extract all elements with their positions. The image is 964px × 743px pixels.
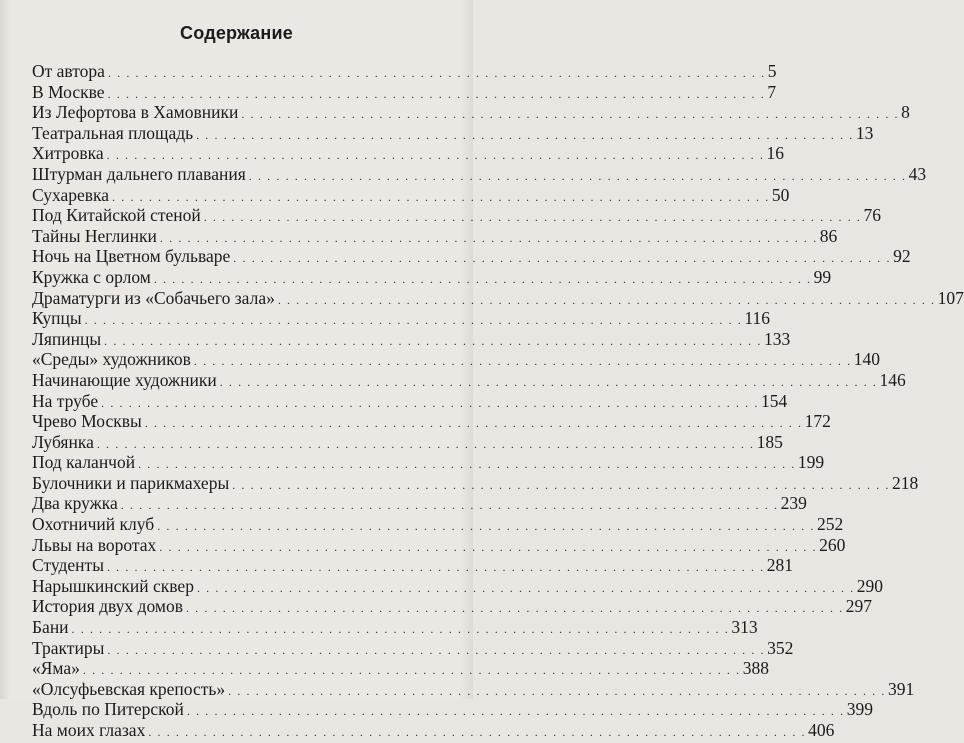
dot-leader: [232, 475, 890, 496]
toc-entry-page-number: 399: [846, 699, 873, 720]
toc-entry-page-number: 50: [771, 184, 790, 205]
dot-leader: [278, 290, 936, 311]
dot-leader: [249, 166, 907, 187]
toc-entry-page-number: 290: [856, 575, 884, 596]
toc-entry-title: Драматурги из «Собачьего зала»: [32, 287, 275, 308]
toc-entry: [32, 431, 783, 453]
dot-leader: [160, 228, 818, 249]
toc-entry: [32, 575, 884, 597]
toc-entry-page-number: 391: [887, 678, 915, 699]
toc-entry: [32, 390, 788, 412]
toc-entry-title: Купцы: [32, 308, 82, 329]
dot-leader: [154, 269, 812, 290]
toc-entry: [32, 349, 880, 370]
toc-entry-title: Тайны Неглинки: [32, 225, 157, 246]
toc-entry-title: На моих глазах: [32, 720, 146, 740]
dot-leader: [148, 722, 806, 743]
toc-entry-page-number: 7: [767, 81, 777, 102]
toc-entry: [32, 637, 794, 659]
toc-entry-title: «Олсуфьевская крепость»: [32, 678, 226, 699]
dot-leader: [159, 537, 817, 558]
toc-entry: [32, 720, 835, 741]
dot-leader: [107, 145, 765, 166]
dot-leader: [112, 187, 770, 208]
toc-entry: [32, 534, 846, 556]
toc-entry-page-number: 252: [817, 514, 844, 535]
toc-entry-page-number: 239: [780, 493, 807, 514]
toc-entry: [32, 596, 873, 617]
toc-entry: [32, 678, 915, 700]
dot-leader: [104, 331, 762, 352]
toc-entry-title: Ночь на Цветном бульваре: [32, 246, 231, 267]
toc-entry-page-number: 313: [731, 617, 758, 638]
toc-entry-title: Львы на воротах: [32, 534, 157, 555]
toc-entry-title: Под каланчой: [32, 452, 136, 473]
toc-entry-page-number: 297: [845, 596, 873, 617]
toc-entry-page-number: 86: [819, 225, 838, 246]
toc-entry-title: Вдоль по Питерской: [32, 699, 184, 720]
toc-entry-page-number: 281: [766, 555, 794, 576]
toc-entry-page-number: 140: [853, 349, 880, 370]
toc-entry: [32, 617, 758, 638]
dot-leader: [108, 63, 766, 84]
dot-leader: [186, 598, 844, 619]
toc-entry-page-number: 43: [908, 163, 927, 184]
toc-entry-page-number: 172: [804, 411, 831, 432]
toc-entry-title: «Яма»: [32, 658, 80, 679]
toc-entry-page-number: 352: [767, 637, 794, 658]
toc-entry-title: В Москве: [32, 81, 105, 102]
toc-entry-title: «Среды» художников: [32, 349, 191, 370]
toc-entry-title: Студенты: [32, 555, 104, 576]
toc-entry-title: Начинающие художники: [32, 369, 217, 390]
toc-entry-title: Охотничий клуб: [32, 514, 155, 535]
dot-leader: [204, 207, 862, 228]
toc-entry-title: Кружка с орлом: [32, 266, 151, 287]
toc-entry-title: Из Лефортова в Хамовники: [32, 102, 239, 123]
toc-entry-page-number: 8: [901, 102, 910, 123]
toc-entry: [32, 452, 825, 473]
toc-entry-page-number: 218: [892, 472, 919, 493]
toc-entry: [32, 555, 794, 576]
toc-entry-title: Трактиры: [32, 637, 105, 658]
toc-entry-title: Хитровка: [32, 143, 104, 164]
toc-entry-page-number: 116: [744, 308, 771, 329]
toc-entry-page-number: 13: [855, 122, 874, 143]
dot-leader: [83, 660, 741, 681]
toc-entry: [32, 266, 832, 288]
dot-leader: [194, 351, 852, 372]
toc-entry-title: Под Китайской стеной: [32, 205, 201, 226]
dot-leader: [187, 701, 845, 722]
toc-entry-title: Нарышкинский сквер: [32, 575, 194, 596]
dot-leader: [233, 248, 891, 269]
toc-entry-page-number: 388: [742, 658, 769, 679]
toc-entry-title: Штурман дальнего плавания: [32, 163, 246, 184]
dot-leader: [220, 372, 878, 393]
page-title: Содержание: [180, 23, 293, 43]
toc-entry-title: Сухаревка: [32, 184, 110, 205]
toc-entry-page-number: 406: [808, 720, 835, 740]
toc-entry-title: История двух домов: [32, 596, 183, 617]
toc-entry-title: Театральная площадь: [32, 122, 194, 143]
toc-entry-page-number: 76: [863, 205, 882, 226]
toc-entry: [32, 514, 844, 535]
toc-entry-page-number: 146: [879, 369, 906, 390]
toc-entry-title: Чрево Москвы: [32, 411, 142, 432]
toc-entry-title: Бани: [32, 617, 69, 638]
dot-leader: [228, 681, 886, 702]
toc-entry-page-number: 107: [937, 287, 964, 308]
toc-entry: [32, 246, 911, 267]
dot-leader: [138, 454, 796, 475]
toc-entry-page-number: 260: [819, 534, 846, 555]
toc-entry: [32, 493, 807, 514]
toc-entry-page-number: 16: [766, 143, 784, 164]
toc-entry-page-number: 199: [797, 452, 825, 473]
toc-entry: [32, 369, 906, 391]
toc-entry: [32, 287, 964, 309]
toc-entry-title: Булочники и парикмахеры: [32, 472, 230, 493]
toc-entry: [32, 225, 838, 247]
toc-entry-title: Два кружка: [32, 493, 118, 514]
toc-entry: [32, 61, 777, 82]
toc-entry: [32, 184, 790, 206]
dot-leader: [108, 84, 766, 105]
toc-entry: [32, 411, 831, 432]
dot-leader: [101, 393, 759, 414]
toc-entry: [32, 205, 882, 226]
toc-entry-page-number: 92: [893, 246, 911, 267]
dot-leader: [145, 413, 803, 434]
toc-entry: [32, 308, 771, 329]
dot-leader: [72, 619, 730, 640]
toc-entry-title: На трубе: [32, 390, 99, 411]
dot-leader: [241, 104, 899, 125]
toc-entry-page-number: 185: [756, 431, 783, 452]
dot-leader: [121, 495, 779, 516]
dot-leader: [85, 310, 743, 331]
toc-entry: [32, 658, 769, 679]
toc-entry: [32, 143, 784, 164]
toc-entry: [32, 472, 919, 494]
toc-entry-title: Ляпинцы: [32, 328, 102, 349]
toc-entry-page-number: 99: [813, 266, 832, 287]
dot-leader: [197, 578, 855, 599]
toc-entry-page-number: 133: [763, 328, 791, 349]
toc-entry: [32, 102, 910, 123]
toc-entry-page-number: 5: [767, 61, 777, 81]
toc-entry: [32, 328, 791, 350]
dot-leader: [107, 557, 765, 578]
dot-leader: [157, 516, 815, 537]
toc-entry-title: От автора: [32, 61, 105, 81]
table-of-contents: [32, 61, 964, 741]
dot-leader: [107, 640, 765, 661]
toc-entry-page-number: 154: [760, 390, 788, 411]
toc-entry: [32, 81, 777, 103]
toc-entry: [32, 122, 874, 144]
toc-entry-title: Лубянка: [32, 431, 94, 452]
toc-entry: [32, 699, 873, 720]
toc-entry: [32, 163, 927, 185]
dot-leader: [97, 434, 755, 455]
dot-leader: [196, 125, 854, 146]
